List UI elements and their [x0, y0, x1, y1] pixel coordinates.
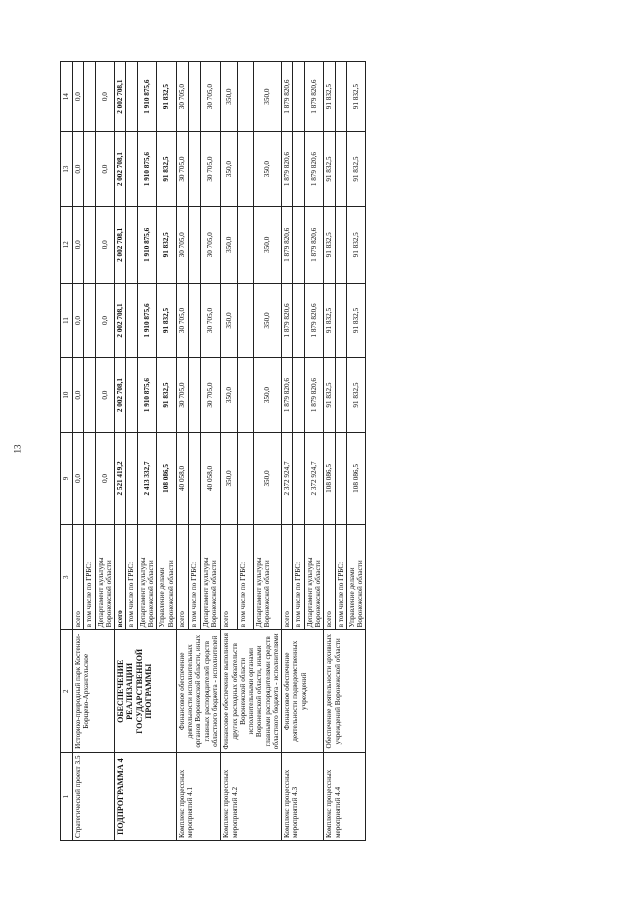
amount-cell: 30 705,0 — [176, 283, 188, 358]
row-code: ПОДПРОГРАММА 4 — [115, 753, 177, 841]
funding-source: Управление делами Воронежской области — [346, 525, 366, 630]
amount-cell: 91 832,5 — [157, 206, 177, 283]
row-code: Комплекс процессных мероприятий 4.3 — [282, 753, 324, 841]
amount-cell — [188, 283, 200, 358]
column-header: 13 — [61, 132, 73, 207]
amount-cell: 350,0 — [221, 283, 237, 358]
amount-cell: 350,0 — [253, 62, 281, 132]
row-title: Финансовое обеспечение выполнения других расходных обязательств Воронежской области исполнительными органами Воронежской области, иными главными распорядителями средств областного бюджета - исполнителями — [221, 630, 282, 753]
amount-cell: 1 879 820,6 — [304, 358, 324, 433]
funding-source: Управление делами Воронежской области — [157, 525, 177, 630]
amount-cell: 1 879 820,6 — [282, 283, 293, 358]
table-row — [73, 62, 84, 841]
amount-cell — [188, 358, 200, 433]
amount-cell — [126, 358, 137, 433]
row-code: Стратегический проект 3.5 — [73, 753, 115, 841]
funding-source: Департамент культуры Воронежской области — [304, 525, 324, 630]
amount-cell: 1 879 820,6 — [304, 132, 324, 207]
amount-cell — [237, 206, 253, 283]
row-code: Комплекс процессных мероприятий 4.1 — [176, 753, 220, 841]
amount-cell: 0,0 — [73, 358, 84, 433]
table-row — [176, 62, 188, 841]
amount-cell — [126, 206, 137, 283]
amount-cell: 91 832,5 — [346, 62, 366, 132]
amount-cell: 30 705,0 — [176, 358, 188, 433]
amount-cell: 2 002 708,1 — [115, 132, 126, 207]
column-header: 9 — [61, 432, 73, 524]
amount-cell — [335, 132, 346, 207]
amount-cell: 350,0 — [253, 132, 281, 207]
amount-cell — [126, 132, 137, 207]
amount-cell: 30 705,0 — [176, 132, 188, 207]
amount-cell: 30 705,0 — [200, 132, 221, 207]
amount-cell — [84, 132, 95, 207]
amount-cell: 350,0 — [221, 432, 237, 524]
amount-cell: 350,0 — [253, 358, 281, 433]
column-header: 3 — [61, 525, 73, 630]
column-header: 10 — [61, 358, 73, 433]
column-header: 2 — [61, 630, 73, 753]
table-row — [221, 62, 237, 841]
amount-cell: 350,0 — [221, 62, 237, 132]
header-row — [61, 62, 73, 841]
amount-cell: 2 372 924,7 — [282, 432, 293, 524]
amount-cell — [237, 62, 253, 132]
amount-cell: 0,0 — [95, 432, 115, 524]
funding-source: в том числе по ГРБС: — [237, 525, 253, 630]
funding-source: всего — [73, 525, 84, 630]
amount-cell: 91 832,5 — [324, 358, 335, 433]
amount-cell: 91 832,5 — [157, 132, 177, 207]
funding-source: в том числе по ГРБС: — [188, 525, 200, 630]
amount-cell: 0,0 — [95, 358, 115, 433]
amount-cell: 108 086,5 — [324, 432, 335, 524]
row-title: ОБЕСПЕЧЕНИЕ РЕАЛИЗАЦИИ ГОСУДАРСТВЕННОЙ ПРОГРАММЫ — [115, 630, 177, 753]
amount-cell — [237, 358, 253, 433]
amount-cell: 1 879 820,6 — [282, 132, 293, 207]
row-code: Комплекс процессных мероприятий 4.4 — [324, 753, 366, 841]
amount-cell — [84, 62, 95, 132]
amount-cell: 108 086,5 — [157, 432, 177, 524]
amount-cell: 1 910 875,6 — [137, 283, 157, 358]
amount-cell — [293, 206, 304, 283]
column-header: 12 — [61, 206, 73, 283]
amount-cell: 0,0 — [73, 132, 84, 207]
funding-source: в том числе по ГРБС: — [126, 525, 137, 630]
amount-cell: 350,0 — [221, 358, 237, 433]
amount-cell: 91 832,5 — [346, 206, 366, 283]
amount-cell: 1 910 875,6 — [137, 358, 157, 433]
amount-cell: 2 521 419,2 — [115, 432, 126, 524]
amount-cell: 108 086,5 — [346, 432, 366, 524]
amount-cell: 350,0 — [253, 206, 281, 283]
amount-cell — [237, 132, 253, 207]
amount-cell: 2 002 708,1 — [115, 358, 126, 433]
table-body — [73, 62, 366, 841]
amount-cell — [126, 432, 137, 524]
amount-cell: 91 832,5 — [324, 206, 335, 283]
table-row — [115, 62, 126, 841]
amount-cell: 40 058,0 — [176, 432, 188, 524]
rotated-page — [60, 61, 580, 841]
amount-cell: 0,0 — [73, 62, 84, 132]
amount-cell: 91 832,5 — [346, 358, 366, 433]
amount-cell: 1 910 875,6 — [137, 62, 157, 132]
funding-source: в том числе по ГРБС: — [293, 525, 304, 630]
amount-cell: 30 705,0 — [200, 206, 221, 283]
amount-cell — [188, 432, 200, 524]
funding-source: Департамент культуры Воронежской области — [137, 525, 157, 630]
funding-source: в том числе по ГРБС: — [335, 525, 346, 630]
row-title: Обеспечение деятельности архивных учреждений Воронежской области — [324, 630, 366, 753]
amount-cell — [293, 62, 304, 132]
amount-cell — [84, 358, 95, 433]
amount-cell: 0,0 — [95, 206, 115, 283]
amount-cell: 350,0 — [221, 206, 237, 283]
amount-cell — [293, 358, 304, 433]
amount-cell: 2 002 708,1 — [115, 62, 126, 132]
amount-cell: 0,0 — [95, 132, 115, 207]
amount-cell — [293, 283, 304, 358]
funding-source: Департамент культуры Воронежской области — [95, 525, 115, 630]
funding-source: в том числе по ГРБС: — [84, 525, 95, 630]
row-code: Комплекс процессных мероприятий 4.2 — [221, 753, 282, 841]
funding-source: всего — [324, 525, 335, 630]
amount-cell: 2 372 924,7 — [304, 432, 324, 524]
amount-cell: 30 705,0 — [200, 283, 221, 358]
amount-cell: 1 910 875,6 — [137, 206, 157, 283]
amount-cell: 1 879 820,6 — [282, 62, 293, 132]
amount-cell: 1 910 875,6 — [137, 132, 157, 207]
amount-cell: 91 832,5 — [324, 132, 335, 207]
row-title: Историко-природный парк Костенки-Борщево-Архангельское — [73, 630, 115, 753]
amount-cell — [188, 132, 200, 207]
amount-cell: 91 832,5 — [157, 358, 177, 433]
amount-cell — [188, 206, 200, 283]
table-row — [324, 62, 335, 841]
funding-source: всего — [282, 525, 293, 630]
funding-source: всего — [176, 525, 188, 630]
amount-cell: 350,0 — [221, 132, 237, 207]
amount-cell: 2 002 708,1 — [115, 206, 126, 283]
amount-cell: 2 413 332,7 — [137, 432, 157, 524]
amount-cell — [237, 283, 253, 358]
amount-cell — [84, 206, 95, 283]
amount-cell: 0,0 — [73, 206, 84, 283]
amount-cell — [335, 283, 346, 358]
column-header: 1 — [61, 753, 73, 841]
amount-cell: 1 879 820,6 — [304, 283, 324, 358]
amount-cell: 1 879 820,6 — [282, 206, 293, 283]
amount-cell — [84, 432, 95, 524]
amount-cell — [84, 283, 95, 358]
funding-source: всего — [221, 525, 237, 630]
amount-cell: 350,0 — [253, 432, 281, 524]
amount-cell: 40 058,0 — [200, 432, 221, 524]
funding-source: всего — [115, 525, 126, 630]
amount-cell: 0,0 — [73, 432, 84, 524]
budget-table — [60, 61, 366, 841]
row-title: Финансовое обеспечение деятельности подведомственных учреждений — [282, 630, 324, 753]
page-number: 13 — [12, 444, 23, 454]
amount-cell: 91 832,5 — [157, 62, 177, 132]
amount-cell — [335, 206, 346, 283]
amount-cell: 1 879 820,6 — [282, 358, 293, 433]
amount-cell: 1 879 820,6 — [304, 62, 324, 132]
amount-cell: 91 832,5 — [324, 283, 335, 358]
amount-cell: 91 832,5 — [324, 62, 335, 132]
amount-cell: 30 705,0 — [176, 62, 188, 132]
column-header: 14 — [61, 62, 73, 132]
amount-cell — [335, 358, 346, 433]
amount-cell: 91 832,5 — [346, 283, 366, 358]
amount-cell — [126, 62, 137, 132]
amount-cell: 1 879 820,6 — [304, 206, 324, 283]
amount-cell: 30 705,0 — [176, 206, 188, 283]
amount-cell: 0,0 — [73, 283, 84, 358]
row-title: Финансовое обеспечение деятельности исполнительных органов Воронежской области, иных главных распорядителей средств областного бюджета - исполнителей — [176, 630, 220, 753]
funding-source: Департамент культуры Воронежской области — [253, 525, 281, 630]
funding-source: Департамент культуры Воронежской области — [200, 525, 221, 630]
amount-cell: 0,0 — [95, 283, 115, 358]
amount-cell: 30 705,0 — [200, 62, 221, 132]
amount-cell — [335, 62, 346, 132]
amount-cell: 350,0 — [253, 283, 281, 358]
amount-cell: 91 832,5 — [346, 132, 366, 207]
table-row — [282, 62, 293, 841]
amount-cell — [293, 132, 304, 207]
amount-cell — [335, 432, 346, 524]
amount-cell — [293, 432, 304, 524]
amount-cell: 0,0 — [95, 62, 115, 132]
amount-cell — [126, 283, 137, 358]
column-header: 11 — [61, 283, 73, 358]
amount-cell: 30 705,0 — [200, 358, 221, 433]
amount-cell — [237, 432, 253, 524]
amount-cell — [188, 62, 200, 132]
amount-cell: 91 832,5 — [157, 283, 177, 358]
amount-cell: 2 002 708,1 — [115, 283, 126, 358]
